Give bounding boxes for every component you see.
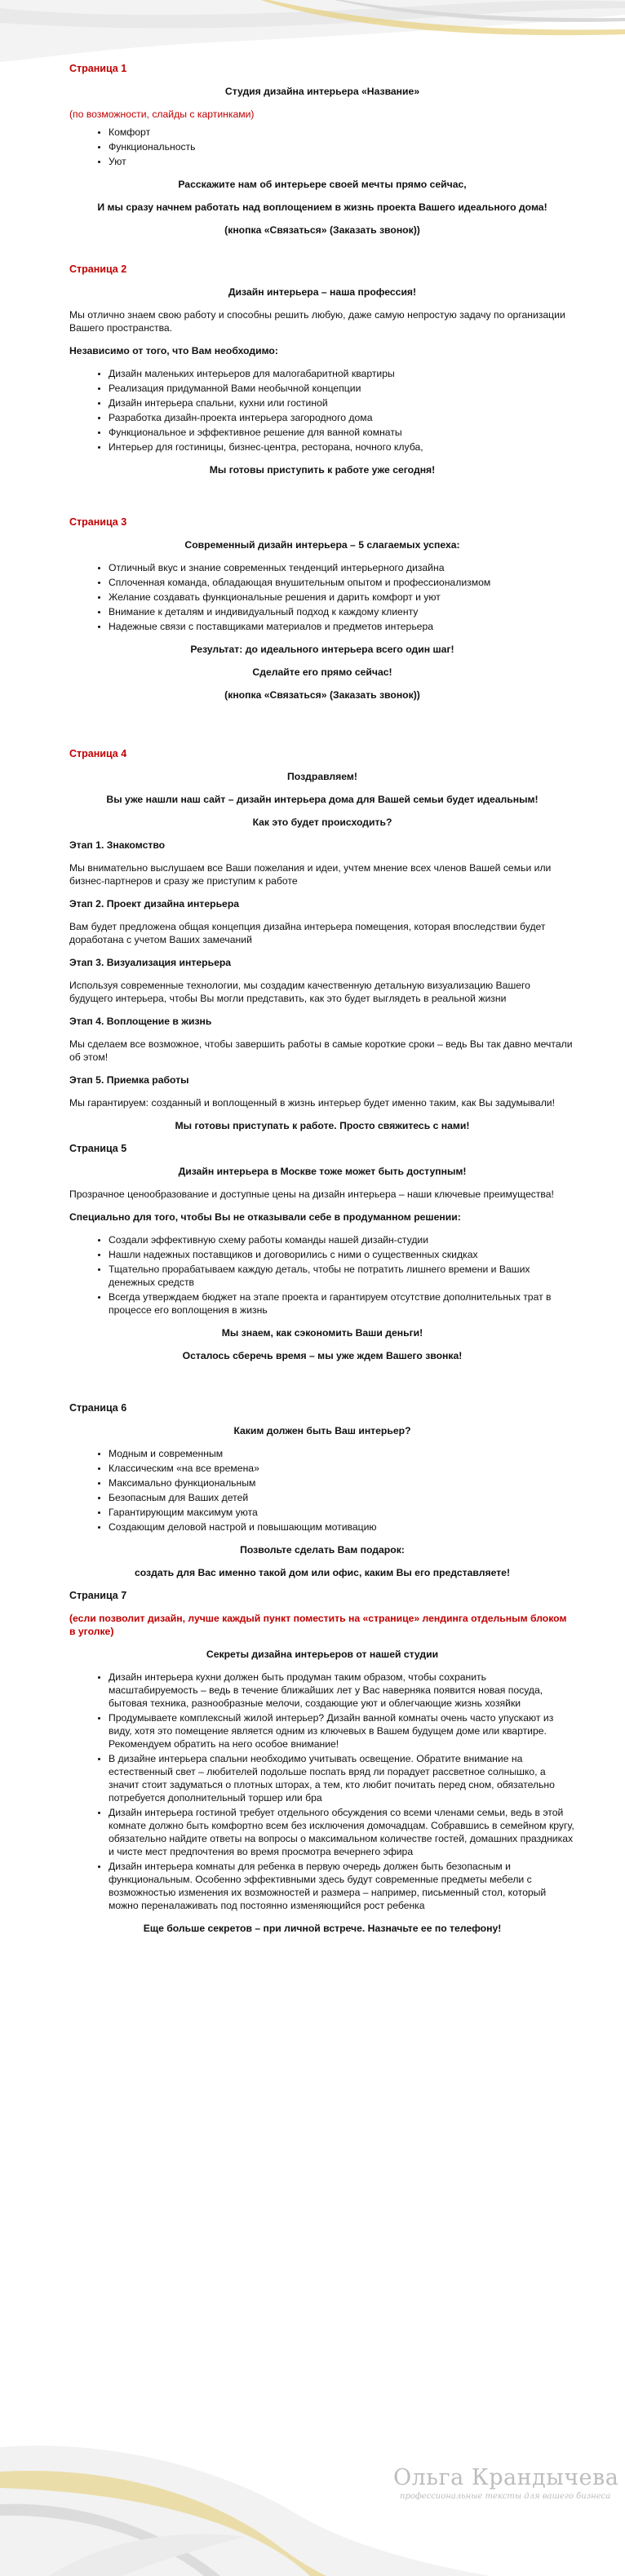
list-item: • Дизайн интерьера гостиной требует отдельного обсуждения со всеми членами семьи, ведь в этой комнате должно быть комфортно всем без исключения домочадцам. Собравшись в семейном кругу, обязательно найдите ответы на вопросы о максимальном количестве гостей, домашних праздниках и чисте мест предпочтения во время просмотра вечернего эфира (109, 1806, 575, 1858)
result-line: Результат: до идеального интерьера всего один шаг! (190, 644, 454, 655)
editor-note: (по возможности, слайды с картинками) (69, 108, 255, 120)
gift-line: Позвольте сделать Вам подарок: (240, 1544, 405, 1556)
list-item: • Создали эффективную схему работы команды нашей дизайн-студии (109, 1233, 575, 1246)
list-item: • Интерьер для гостиницы, бизнес-центра, ресторана, ночного клуба, (109, 440, 575, 454)
list-item: • Комфорт (109, 126, 575, 139)
stage-title: Этап 4. Воплощение в жизнь (69, 1016, 212, 1027)
stage-title: Этап 2. Проект дизайна интерьера (69, 898, 240, 910)
section-title: Дизайн интерьера в Москве тоже может быть доступным! (178, 1166, 467, 1177)
stage-title: Этап 3. Визуализация интерьера (69, 957, 232, 968)
stage-text: Мы сделаем все возможное, чтобы завершить работы в самые короткие сроки – ведь Вы так давно мечтали об этом! (69, 1038, 573, 1063)
paragraph: Мы отлично знаем свою работу и способны решить любую, даже самую непростую задачу по организации Вашего пространства. (69, 309, 565, 334)
stage-text: Используя современные технологии, мы создадим качественную детальную визуализацию Вашего будущего интерьера, чтобы Вы могли представить, как это будет выглядеть в реальной жизни (69, 980, 530, 1004)
section-page-1 (69, 62, 575, 237)
gift-line: создать для Вас именно такой дом или офис, каким Вы его представляете! (134, 1567, 511, 1578)
bullet-list (69, 367, 575, 454)
closing-line: Мы знаем, как сэкономить Ваши деньги! (221, 1327, 423, 1339)
list-item: • Дизайн интерьера спальни, кухни или гостиной (109, 396, 575, 409)
section-page-3 (69, 516, 575, 702)
document-body (69, 62, 575, 1945)
list-item: • Всегда утверждаем бюджет на этапе проекта и гарантируем отсутствие дополнительных трат в процессе его воплощения в жизнь (109, 1290, 575, 1317)
list-item: • Дизайн интерьера кухни должен быть продуман таким образом, чтобы сохранить масштабируемость – ведь в течение ближайших лет у Вас наверняка появится новая посуда, бытовая техника, разнообразные мелочи, создающие уют и облегчающие жизнь хозяйки (109, 1671, 575, 1710)
subheading: Независимо от того, что Вам необходимо: (69, 345, 278, 356)
list-item: • Гарантирующим максимум уюта (109, 1506, 575, 1519)
section-question: Как это будет происходить? (252, 817, 392, 828)
section-title: Поздравляем! (287, 771, 357, 782)
list-item: • Продумываете комплексный жилой интерьер? Дизайн ванной комнаты очень часто упускают из виду, хотя это помещение является одним из ключевых в Вашем будущем доме или квартире. Рекомендуем обратить на него особое внимание! (109, 1711, 575, 1751)
section-subtitle: Вы уже нашли наш сайт – дизайн интерьера дома для Вашей семьи будет идеальным! (106, 794, 539, 805)
list-item: • Создающим деловой настрой и повышающим мотивацию (109, 1520, 575, 1534)
bullet-list (69, 1671, 575, 1912)
page-label: Страница 3 (69, 516, 127, 528)
button-placeholder: (кнопка «Связаться» (Заказать звонок)) (224, 224, 420, 236)
page-label: Страница 6 (69, 1402, 127, 1414)
stage-title: Этап 1. Знакомство (69, 839, 166, 851)
list-item: • Отличный вкус и знание современных тенденций интерьерного дизайна (109, 561, 575, 574)
list-item: • В дизайне интерьера спальни необходимо учитывать освещение. Обратите внимание на естественный свет – любителей подольше поспать вряд ли порадует рассветное солнышко, а значит стоит задуматься о плотных шторах, а тем, кто любит почитать перед сном, обязательно потребуется дополнительный торшер или бра (109, 1752, 575, 1804)
bullet-list (69, 1447, 575, 1534)
list-item: • Надежные связи с поставщиками материалов и предметов интерьера (109, 620, 575, 633)
author-name: Ольга Крандычева (393, 2465, 619, 2490)
author-tagline: профессиональные тексты для вашего бизнеса (400, 2492, 611, 2501)
stage-text: Вам будет предложена общая концепция дизайна интерьера помещения, которая впоследствии будет доработана с учетом Ваших замечаний (69, 921, 546, 945)
list-item: • Реализация придуманной Вами необычной концепции (109, 382, 575, 395)
section-page-2 (69, 263, 575, 476)
button-placeholder: (кнопка «Связаться» (Заказать звонок)) (224, 689, 420, 701)
stage-text: Мы внимательно выслушаем все Ваши пожелания и идеи, учтем мнение всех членов Вашей семьи или бизнес-партнеров и сразу же приступим к работе (69, 862, 552, 887)
page-label: Страница 2 (69, 263, 127, 275)
closing-line: Мы готовы приступать к работе. Просто свяжитесь с нами! (175, 1120, 470, 1131)
page-label: Страница 1 (69, 63, 127, 74)
bullet-list (69, 561, 575, 633)
stage-text: Мы гарантируем: созданный и воплощенный в жизнь интерьер будет именно таким, как Вы задумывали! (69, 1097, 556, 1109)
list-item: • Максимально функциональным (109, 1476, 575, 1489)
list-item: • Безопасным для Ваших детей (109, 1491, 575, 1504)
page-label: Страница 7 (69, 1590, 127, 1601)
section-page-7 (69, 1589, 575, 1935)
paragraph: Прозрачное ценообразование и доступные цены на дизайн интерьера – наши ключевые преимущества! (69, 1188, 554, 1200)
call-to-action: И мы сразу начнем работать над воплощением в жизнь проекта Вашего идеального дома! (97, 201, 547, 213)
closing-line: Еще больше секретов – при личной встрече. Назначьте ее по телефону! (143, 1923, 502, 1934)
list-item: • Модным и современным (109, 1447, 575, 1460)
list-item: • Дизайн маленьких интерьеров для малогабаритной квартиры (109, 367, 575, 380)
list-item: • Классическим «на все времена» (109, 1462, 575, 1475)
call-to-action: Сделайте его прямо сейчас! (252, 666, 392, 678)
list-item: • Внимание к деталям и индивидуальный подход к каждому клиенту (109, 605, 575, 618)
list-item: • Желание создавать функциональные решения и дарить комфорт и уют (109, 591, 575, 604)
editor-note: (если позволит дизайн, лучше каждый пункт поместить на «странице» лендинга отдельным блоком в уголке) (69, 1613, 567, 1637)
page-label: Страница 4 (69, 748, 127, 759)
closing-line: Осталось сберечь время – мы уже ждем Вашего звонка! (182, 1350, 463, 1361)
bullet-list (69, 1233, 575, 1317)
list-item: • Функциональность (109, 140, 575, 153)
section-page-5 (69, 1142, 575, 1362)
list-item: • Уют (109, 155, 575, 168)
list-item: • Сплоченная команда, обладающая внушительным опытом и профессионализмом (109, 576, 575, 589)
header-decoration (0, 0, 625, 65)
list-item: • Тщательно прорабатываем каждую деталь, чтобы не потратить лишнего времени и Ваших денежных средств (109, 1263, 575, 1289)
list-item: • Функциональное и эффективное решение для ванной комнаты (109, 426, 575, 439)
stage-title: Этап 5. Приемка работы (69, 1074, 189, 1086)
section-page-6 (69, 1401, 575, 1579)
bullet-list (69, 126, 575, 168)
list-item: • Дизайн интерьера комнаты для ребенка в первую очередь должен быть безопасным и функциональным. Особенно эффективными здесь будут современные предметы мебели с возможностью изменения их возможностей и размера – например, письменный стол, который можно переналаживать под постоянно изменяющийся рост ребенка (109, 1860, 575, 1912)
section-title: Современный дизайн интерьера – 5 слагаемых успеха: (184, 539, 460, 551)
subheading: Специально для того, чтобы Вы не отказывали себе в продуманном решении: (69, 1211, 461, 1223)
list-item: • Разработка дизайн-проекта интерьера загородного дома (109, 411, 575, 424)
author-signature (393, 2465, 625, 2501)
section-title: Дизайн интерьера – наша профессия! (228, 286, 417, 298)
section-title: Секреты дизайна интерьеров от нашей студии (206, 1649, 439, 1660)
section-title: Студия дизайна интерьера «Название» (224, 86, 420, 97)
closing-line: Мы готовы приступить к работе уже сегодня! (209, 464, 436, 476)
page-label: Страница 5 (69, 1143, 127, 1154)
section-page-4 (69, 747, 575, 1132)
list-item: • Нашли надежных поставщиков и договорились с ними о существенных скидках (109, 1248, 575, 1261)
call-to-action: Расскажите нам об интерьере своей мечты прямо сейчас, (178, 179, 467, 190)
section-title: Каким должен быть Ваш интерьер? (233, 1425, 411, 1436)
